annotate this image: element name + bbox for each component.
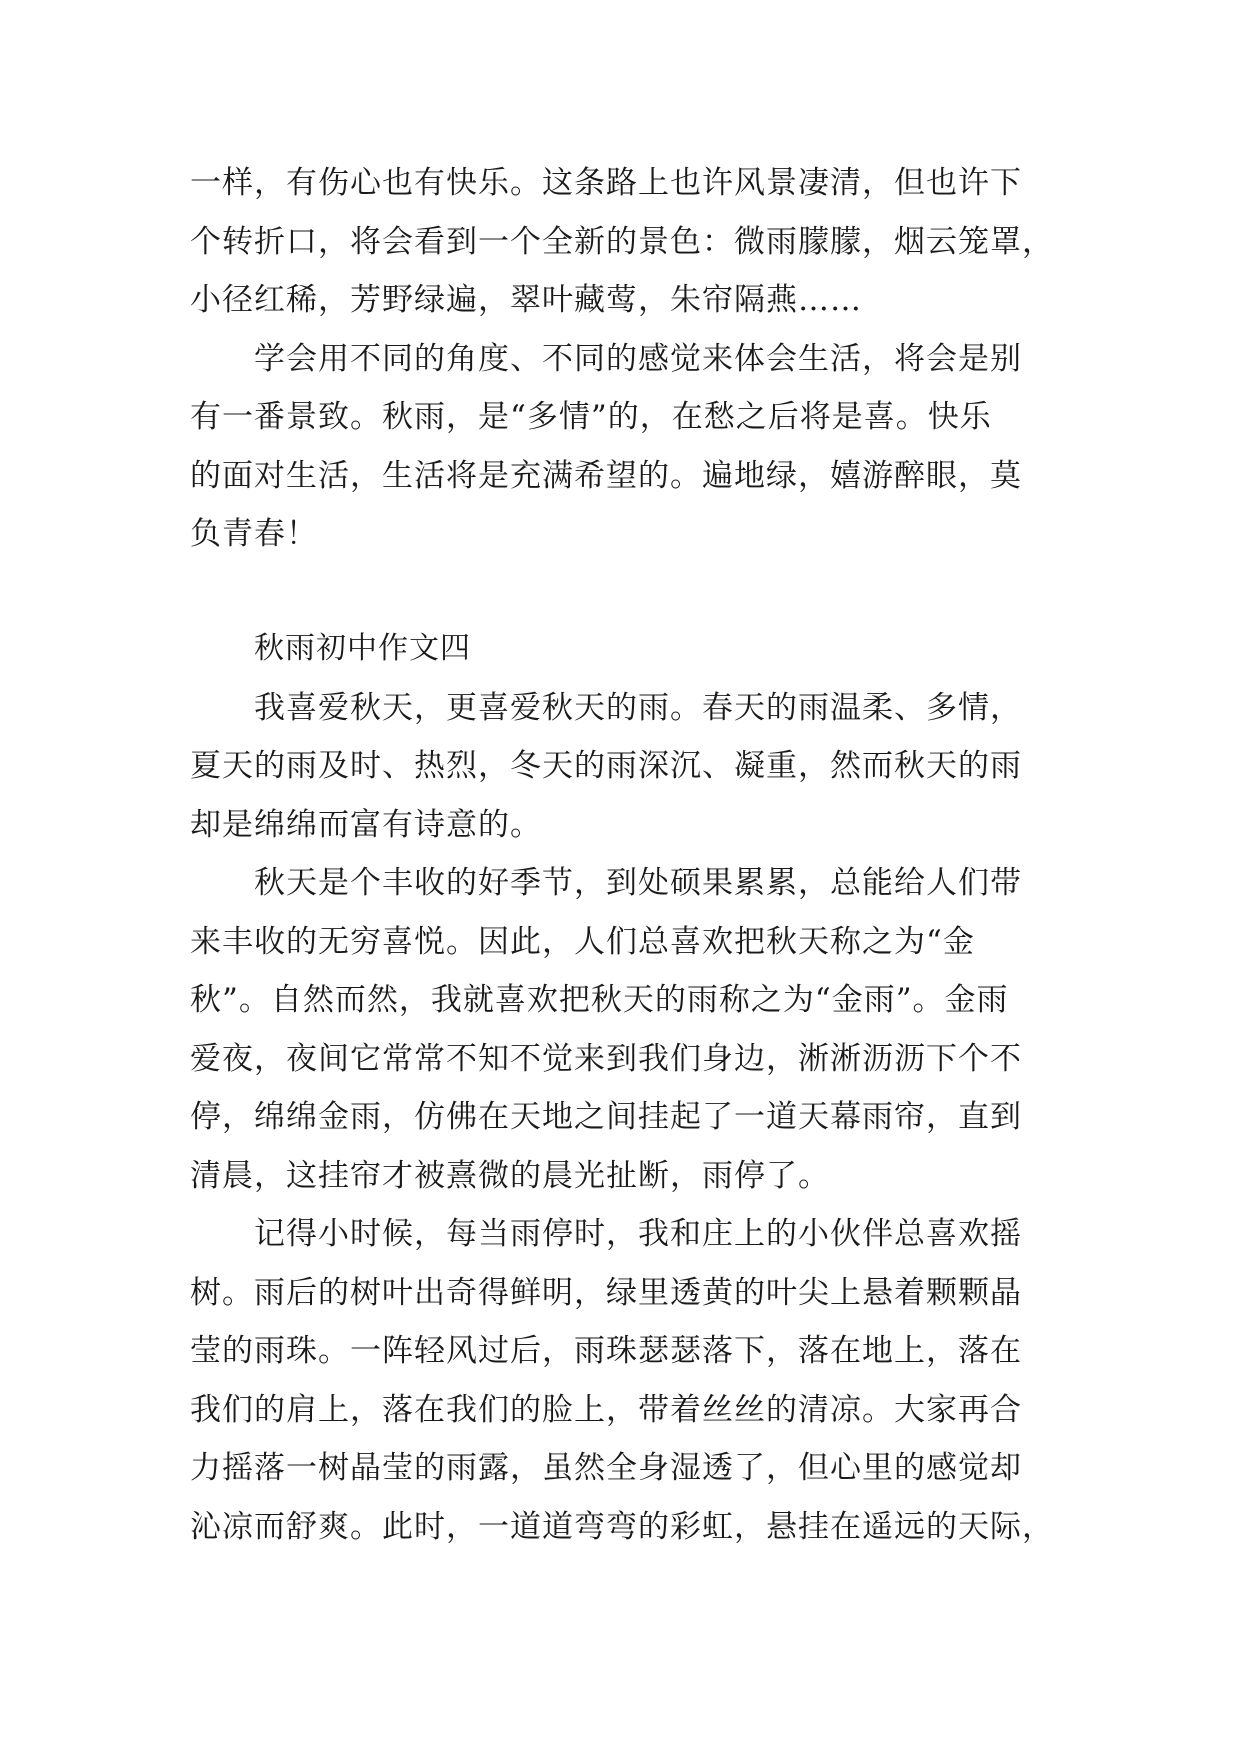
- text-line: 我喜爱秋天，更喜爱秋天的雨。春天的雨温柔、多情，: [254, 690, 1022, 726]
- text-line: 秋”。自然而然，我就喜欢把秋天的雨称之为“金雨”。金雨: [190, 982, 1009, 1018]
- text-line: 莹的雨珠。一阵轻风过后，雨珠瑟瑟落下，落在地上，落在: [190, 1333, 1022, 1369]
- text-line: 沁凉而舒爽。此时，一道道弯弯的彩虹，悬挂在遥远的天际，: [190, 1509, 1054, 1545]
- text-line: 清晨，这挂帘才被熹微的晨光扯断，雨停了。: [190, 1158, 830, 1194]
- text-line: 个转折口，将会看到一个全新的景色：微雨朦朦，烟云笼罩，: [190, 224, 1054, 260]
- section-title: 秋雨初中作文四: [254, 631, 471, 666]
- text-line: 来丰收的无穷喜悦。因此，人们总喜欢把秋天称之为“金: [190, 924, 975, 960]
- text-line: 秋天是个丰收的好季节，到处硕果累累，总能给人们带: [254, 865, 1022, 901]
- text-line: 力摇落一树晶莹的雨露，虽然全身湿透了，但心里的感觉却: [190, 1450, 1022, 1486]
- text-line: 却是绵绵而富有诗意的。: [190, 807, 542, 843]
- text-line: 有一番景致。秋雨，是“多情”的，在愁之后将是喜。快乐: [190, 399, 992, 435]
- text-line: 爱夜，夜间它常常不知不觉来到我们身边，淅淅沥沥下个不: [190, 1041, 1022, 1077]
- text-line: 的面对生活，生活将是充满希望的。遍地绿，嬉游醉眼，莫: [190, 458, 1022, 494]
- text-line: 记得小时候，每当雨停时，我和庄上的小伙伴总喜欢摇: [254, 1216, 1022, 1252]
- text-line: 树。雨后的树叶出奇得鲜明，绿里透黄的叶尖上悬着颗颗晶: [190, 1275, 1022, 1311]
- text-line: 学会用不同的角度、不同的感觉来体会生活，将会是别: [254, 341, 1022, 377]
- text-line: 夏天的雨及时、热烈，冬天的雨深沉、凝重，然而秋天的雨: [190, 748, 1022, 784]
- text-line: 我们的肩上，落在我们的脸上，带着丝丝的清凉。大家再合: [190, 1392, 1022, 1428]
- text-line: 停，绵绵金雨，仿佛在天地之间挂起了一道天幕雨帘，直到: [190, 1099, 1022, 1135]
- text-line: 小径红稀，芳野绿遍，翠叶藏莺，朱帘隔燕……: [190, 282, 862, 318]
- text-line: 一样，有伤心也有快乐。这条路上也许风景凄清，但也许下: [190, 165, 1022, 201]
- text-line: 负青春！: [190, 516, 318, 552]
